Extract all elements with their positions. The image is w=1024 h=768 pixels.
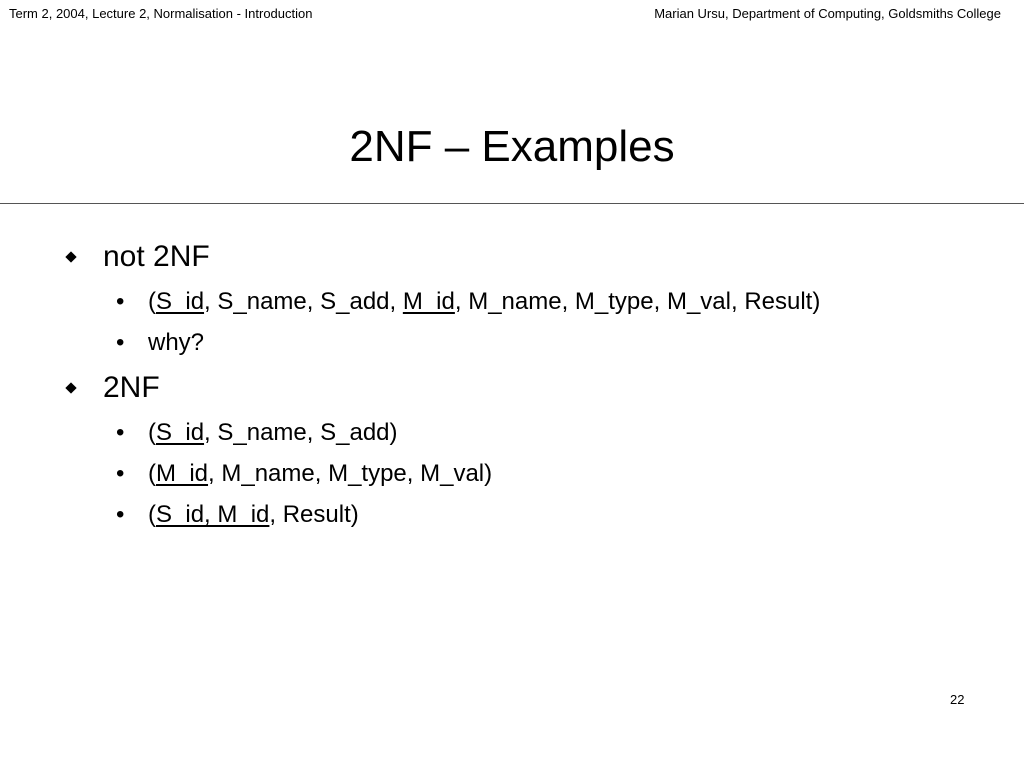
slide-header-right: Marian Ursu, Department of Computing, Goldsmiths College (654, 6, 1001, 21)
dot-bullet-icon: • (116, 288, 125, 315)
bullet-label: not 2NF (103, 240, 210, 273)
why-text: why? (148, 329, 205, 356)
bullet-label: 2NF (103, 371, 160, 404)
slide-header-left: Term 2, 2004, Lecture 2, Normalisation - Introduction (9, 6, 313, 21)
dot-bullet-icon: • (116, 419, 125, 446)
relation-student (116, 419, 398, 447)
attribute-text: , M_name, M_type, M_val) (208, 460, 493, 487)
bullet-2nf (103, 371, 160, 405)
paren-open: ( (148, 419, 156, 446)
key-s-id: S_id (156, 419, 205, 446)
attribute-text: , M_name, M_type, M_val, Result) (454, 288, 821, 315)
dot-bullet-icon: • (116, 329, 125, 356)
title-divider (0, 203, 1024, 204)
bullet-not-2nf (103, 240, 210, 274)
diamond-bullet-icon (66, 383, 76, 393)
paren-open: ( (148, 501, 156, 528)
attribute-text: , Result) (269, 501, 359, 528)
relation-unnormalised (116, 288, 821, 316)
attribute-text: , S_name, S_add) (204, 419, 398, 446)
key-m-id: M_id (156, 460, 209, 487)
paren-open: ( (148, 288, 156, 315)
key-m-id: M_id (402, 288, 455, 315)
dot-bullet-icon: • (116, 501, 125, 528)
dot-bullet-icon: • (116, 460, 125, 487)
why-question (116, 329, 205, 357)
paren-open: ( (148, 460, 156, 487)
relation-result (116, 501, 359, 529)
diamond-bullet-icon (66, 252, 76, 262)
slide-title: 2NF – Examples (349, 122, 675, 171)
relation-module (116, 460, 493, 488)
attribute-text: , S_name, S_add, (204, 288, 403, 315)
composite-key: S_id, M_id (156, 501, 270, 528)
page-number: 22 (950, 692, 965, 707)
key-s-id: S_id (156, 288, 205, 315)
